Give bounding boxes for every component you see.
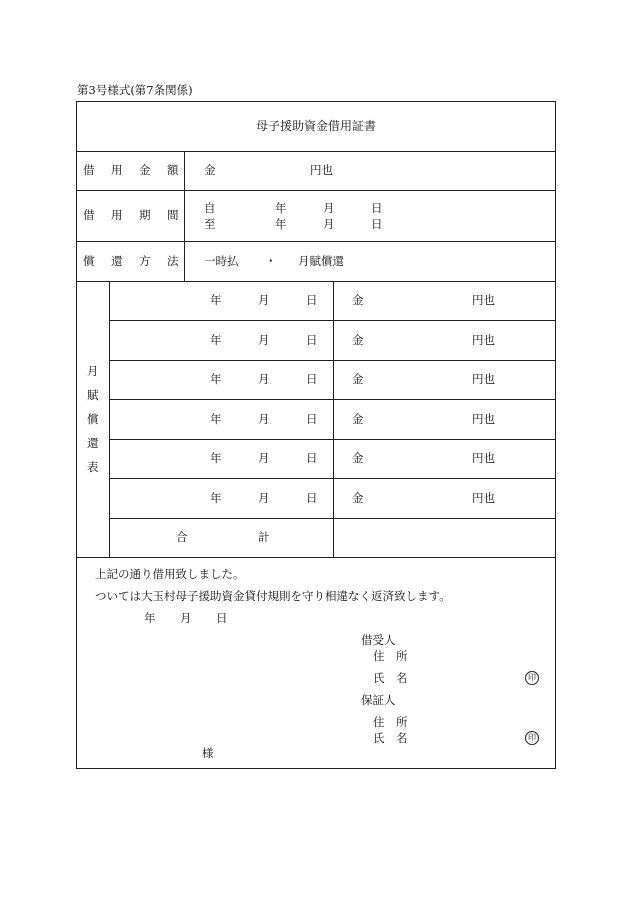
form-number: 第3号様式(第7条関係) <box>77 83 193 97</box>
amount-yen: 円也 <box>310 163 333 177</box>
form-title: 母子援助資金借用証書 <box>255 119 376 133</box>
addressee-suffix: 様 <box>202 746 214 760</box>
divider <box>76 241 556 242</box>
method-dot: ・ <box>265 254 277 268</box>
divider <box>76 281 556 282</box>
statement-line1: 上記の通り借用致しました。 <box>95 567 245 581</box>
amount-kin: 金 <box>204 163 216 177</box>
guarantor-heading: 保証人 <box>361 693 396 707</box>
divider <box>76 190 556 191</box>
borrower-name-label: 氏 名 <box>373 671 408 685</box>
seal-icon: 印 <box>525 671 539 685</box>
divider <box>76 151 556 152</box>
divider <box>109 281 110 557</box>
seal-icon: 印 <box>525 731 539 745</box>
page: 第3号様式(第7条関係) 母子援助資金借用証書 借 用 金 額 借 用 期 間 償 還 方 法 金 円也 自 年 月 日 至 年 月 日 一時払 ・ 月賦償還 月 賦 償 還 表 年 月 日 金 円也 年 月 日 金 円也 年 月 日 金 円也 年 月 日 金 円也 年 月 日 金 円也 年 月 日 金 円也 合 計 上記の通り借用致しました。 ついては大玉村母子援助資金貸付規則を守り相違なく返済致します。 年 月 日 借受人 住 所 氏 名 印 保証人 住 所 氏 名 印 様 <box>0 0 630 916</box>
guarantor-name-label: 氏 名 <box>373 731 408 745</box>
period-from: 自 <box>204 201 216 215</box>
guarantor-address-label: 住 所 <box>373 715 408 729</box>
divider <box>184 151 185 281</box>
period-to: 至 <box>204 217 216 231</box>
method-lump: 一時払 <box>204 254 239 268</box>
divider <box>76 557 556 558</box>
method-monthly: 月賦償還 <box>298 254 344 268</box>
divider <box>333 281 334 557</box>
borrower-address-label: 住 所 <box>373 649 408 663</box>
statement-line2: ついては大玉村母子援助資金貸付規則を守り相違なく返済致します。 <box>95 589 451 603</box>
borrower-heading: 借受人 <box>361 633 396 647</box>
form-frame <box>76 101 556 769</box>
